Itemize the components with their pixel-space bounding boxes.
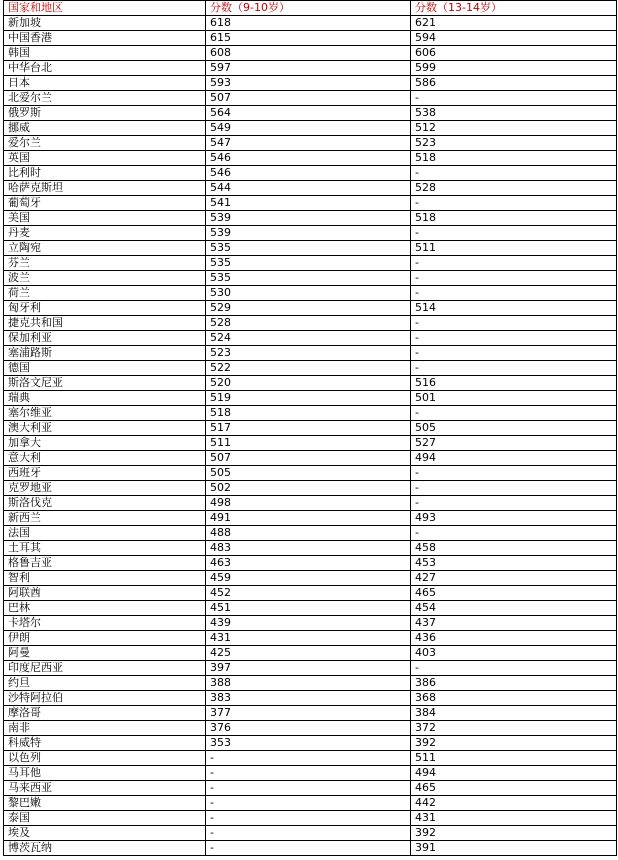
cell-score-9-10: 383 [206,691,411,706]
cell-score-9-10: 564 [206,106,411,121]
cell-country: 法国 [4,526,206,541]
table-row [4,436,617,451]
cell-score-13-14: 527 [411,436,617,451]
cell-score-9-10: 618 [206,16,411,31]
table-row [4,511,617,526]
cell-score-9-10: 518 [206,406,411,421]
cell-country: 挪威 [4,121,206,136]
cell-score-13-14: 621 [411,16,617,31]
table-row [4,301,617,316]
cell-score-13-14: - [411,661,617,676]
cell-score-13-14: 505 [411,421,617,436]
cell-score-13-14: - [411,526,617,541]
cell-score-13-14: 392 [411,826,617,841]
table-row [4,166,617,181]
cell-country: 西班牙 [4,466,206,481]
cell-score-13-14: - [411,466,617,481]
cell-score-13-14: 518 [411,151,617,166]
scores-table [3,0,617,856]
cell-score-13-14: 586 [411,76,617,91]
table-row [4,421,617,436]
cell-score-9-10: 547 [206,136,411,151]
cell-score-13-14: 465 [411,586,617,601]
table-row [4,121,617,136]
table-row [4,481,617,496]
table-row [4,451,617,466]
table-row [4,811,617,826]
cell-score-9-10: - [206,781,411,796]
table-row [4,241,617,256]
cell-score-13-14: 501 [411,391,617,406]
cell-score-13-14: 453 [411,556,617,571]
cell-country: 塞尔维亚 [4,406,206,421]
cell-country: 克罗地亚 [4,481,206,496]
table-row [4,571,617,586]
cell-score-9-10: 524 [206,331,411,346]
header-country: 国家和地区 [4,1,206,16]
cell-score-9-10: 498 [206,496,411,511]
cell-country: 新加坡 [4,16,206,31]
cell-score-9-10: 388 [206,676,411,691]
cell-country: 黎巴嫩 [4,796,206,811]
cell-score-9-10: 451 [206,601,411,616]
cell-country: 日本 [4,76,206,91]
table-row [4,616,617,631]
cell-score-13-14: 437 [411,616,617,631]
cell-country: 美国 [4,211,206,226]
table-row [4,361,617,376]
table-row [4,736,617,751]
cell-score-9-10: 546 [206,166,411,181]
table-row [4,76,617,91]
table-row [4,691,617,706]
cell-score-9-10: 535 [206,241,411,256]
table-row [4,661,617,676]
cell-score-9-10: 377 [206,706,411,721]
cell-country: 比利时 [4,166,206,181]
cell-score-13-14: 403 [411,646,617,661]
cell-country: 英国 [4,151,206,166]
cell-country: 格鲁吉亚 [4,556,206,571]
cell-score-9-10: 528 [206,316,411,331]
table-row [4,766,617,781]
table-row [4,106,617,121]
cell-score-13-14: - [411,166,617,181]
table-row [4,31,617,46]
header-score-13-14: 分数（13-14岁） [411,1,617,16]
table-row [4,91,617,106]
cell-score-9-10: 439 [206,616,411,631]
cell-country: 塞浦路斯 [4,346,206,361]
table-row [4,601,617,616]
cell-score-9-10: 519 [206,391,411,406]
cell-score-9-10: 505 [206,466,411,481]
cell-country: 南非 [4,721,206,736]
cell-score-13-14: - [411,361,617,376]
cell-score-13-14: 391 [411,841,617,856]
table-row [4,136,617,151]
cell-score-13-14: - [411,496,617,511]
table-row [4,61,617,76]
table-row [4,331,617,346]
cell-score-9-10: 353 [206,736,411,751]
table-row [4,676,617,691]
cell-score-13-14: 511 [411,751,617,766]
cell-score-9-10: 535 [206,271,411,286]
cell-score-13-14: 431 [411,811,617,826]
cell-country: 约旦 [4,676,206,691]
cell-score-13-14: 392 [411,736,617,751]
cell-score-9-10: 608 [206,46,411,61]
cell-score-13-14: 518 [411,211,617,226]
cell-country: 印度尼西亚 [4,661,206,676]
cell-country: 北爱尔兰 [4,91,206,106]
table-row [4,46,617,61]
header-score-9-10: 分数（9-10岁） [206,1,411,16]
cell-score-9-10: 463 [206,556,411,571]
cell-country: 埃及 [4,826,206,841]
cell-country: 智利 [4,571,206,586]
cell-score-13-14: 372 [411,721,617,736]
table-row [4,541,617,556]
cell-score-13-14: - [411,331,617,346]
cell-country: 韩国 [4,46,206,61]
cell-country: 立陶宛 [4,241,206,256]
cell-country: 阿曼 [4,646,206,661]
cell-score-9-10: 397 [206,661,411,676]
cell-score-13-14: 465 [411,781,617,796]
cell-country: 新西兰 [4,511,206,526]
table-row [4,226,617,241]
table-row [4,271,617,286]
table-body [4,16,617,856]
cell-country: 芬兰 [4,256,206,271]
header-row [4,1,617,16]
cell-country: 伊朗 [4,631,206,646]
table-row [4,211,617,226]
table-row [4,376,617,391]
cell-country: 泰国 [4,811,206,826]
cell-country: 荷兰 [4,286,206,301]
cell-country: 马耳他 [4,766,206,781]
cell-score-13-14: 386 [411,676,617,691]
cell-score-13-14: 384 [411,706,617,721]
cell-score-9-10: 539 [206,226,411,241]
cell-score-9-10: 549 [206,121,411,136]
cell-score-9-10: 507 [206,451,411,466]
cell-score-13-14: 494 [411,451,617,466]
cell-score-13-14: 594 [411,31,617,46]
cell-score-9-10: 535 [206,256,411,271]
table-row [4,406,617,421]
cell-country: 沙特阿拉伯 [4,691,206,706]
cell-country: 中国香港 [4,31,206,46]
cell-score-13-14: 599 [411,61,617,76]
cell-score-9-10: 544 [206,181,411,196]
cell-country: 博茨瓦纳 [4,841,206,856]
cell-score-9-10: - [206,751,411,766]
cell-score-9-10: 491 [206,511,411,526]
cell-score-9-10: 488 [206,526,411,541]
cell-score-9-10: 541 [206,196,411,211]
cell-country: 以色列 [4,751,206,766]
table-row [4,556,617,571]
cell-score-9-10: 431 [206,631,411,646]
cell-score-9-10: 546 [206,151,411,166]
cell-score-9-10: - [206,766,411,781]
cell-score-13-14: - [411,286,617,301]
cell-country: 卡塔尔 [4,616,206,631]
cell-country: 加拿大 [4,436,206,451]
cell-country: 中华台北 [4,61,206,76]
cell-country: 科威特 [4,736,206,751]
table-row [4,721,617,736]
cell-score-9-10: 597 [206,61,411,76]
cell-country: 爱尔兰 [4,136,206,151]
cell-score-13-14: 528 [411,181,617,196]
table-row [4,706,617,721]
cell-score-9-10: 530 [206,286,411,301]
cell-score-9-10: 520 [206,376,411,391]
cell-score-9-10: 523 [206,346,411,361]
cell-score-13-14: 454 [411,601,617,616]
cell-score-13-14: - [411,256,617,271]
cell-country: 俄罗斯 [4,106,206,121]
cell-score-13-14: - [411,346,617,361]
cell-score-13-14: 523 [411,136,617,151]
cell-score-13-14: - [411,226,617,241]
cell-score-13-14: 493 [411,511,617,526]
table-row [4,151,617,166]
table-row [4,751,617,766]
table-row [4,286,617,301]
cell-country: 保加利亚 [4,331,206,346]
cell-score-9-10: 507 [206,91,411,106]
cell-country: 土耳其 [4,541,206,556]
table-header [4,1,617,16]
table-row [4,496,617,511]
cell-score-13-14: 494 [411,766,617,781]
cell-country: 斯洛伐克 [4,496,206,511]
cell-score-9-10: - [206,811,411,826]
cell-country: 德国 [4,361,206,376]
table-row [4,526,617,541]
cell-score-13-14: 606 [411,46,617,61]
table-row [4,796,617,811]
cell-score-13-14: - [411,91,617,106]
table-row [4,256,617,271]
cell-country: 匈牙利 [4,301,206,316]
cell-score-13-14: 427 [411,571,617,586]
table-row [4,16,617,31]
cell-score-13-14: - [411,316,617,331]
table-row [4,841,617,856]
cell-country: 哈萨克斯坦 [4,181,206,196]
cell-score-9-10: 425 [206,646,411,661]
cell-score-13-14: 516 [411,376,617,391]
cell-country: 瑞典 [4,391,206,406]
cell-score-13-14: - [411,196,617,211]
cell-country: 斯洛文尼亚 [4,376,206,391]
table-row [4,181,617,196]
cell-score-9-10: 593 [206,76,411,91]
cell-score-9-10: 376 [206,721,411,736]
cell-country: 马来西亚 [4,781,206,796]
cell-score-13-14: 458 [411,541,617,556]
table-row [4,391,617,406]
table-row [4,196,617,211]
cell-score-9-10: - [206,841,411,856]
table-row [4,646,617,661]
cell-score-9-10: 615 [206,31,411,46]
cell-score-9-10: 452 [206,586,411,601]
cell-score-13-14: 514 [411,301,617,316]
table-row [4,586,617,601]
cell-score-13-14: - [411,406,617,421]
table-row [4,781,617,796]
table-row [4,826,617,841]
cell-country: 捷克共和国 [4,316,206,331]
cell-score-13-14: - [411,271,617,286]
cell-score-13-14: 442 [411,796,617,811]
cell-score-9-10: 517 [206,421,411,436]
cell-score-9-10: - [206,796,411,811]
cell-country: 葡萄牙 [4,196,206,211]
cell-country: 澳大利亚 [4,421,206,436]
cell-score-13-14: 368 [411,691,617,706]
cell-score-13-14: 512 [411,121,617,136]
cell-score-13-14: 511 [411,241,617,256]
table-row [4,631,617,646]
cell-country: 丹麦 [4,226,206,241]
cell-country: 波兰 [4,271,206,286]
cell-score-13-14: 436 [411,631,617,646]
table-row [4,466,617,481]
cell-score-13-14: - [411,481,617,496]
cell-score-9-10: - [206,826,411,841]
cell-score-9-10: 529 [206,301,411,316]
table-row [4,316,617,331]
cell-score-9-10: 522 [206,361,411,376]
cell-score-9-10: 502 [206,481,411,496]
cell-country: 意大利 [4,451,206,466]
cell-score-13-14: 538 [411,106,617,121]
cell-country: 巴林 [4,601,206,616]
cell-country: 摩洛哥 [4,706,206,721]
cell-score-9-10: 539 [206,211,411,226]
table-row [4,346,617,361]
cell-score-9-10: 483 [206,541,411,556]
cell-score-9-10: 459 [206,571,411,586]
cell-score-9-10: 511 [206,436,411,451]
cell-country: 阿联酋 [4,586,206,601]
